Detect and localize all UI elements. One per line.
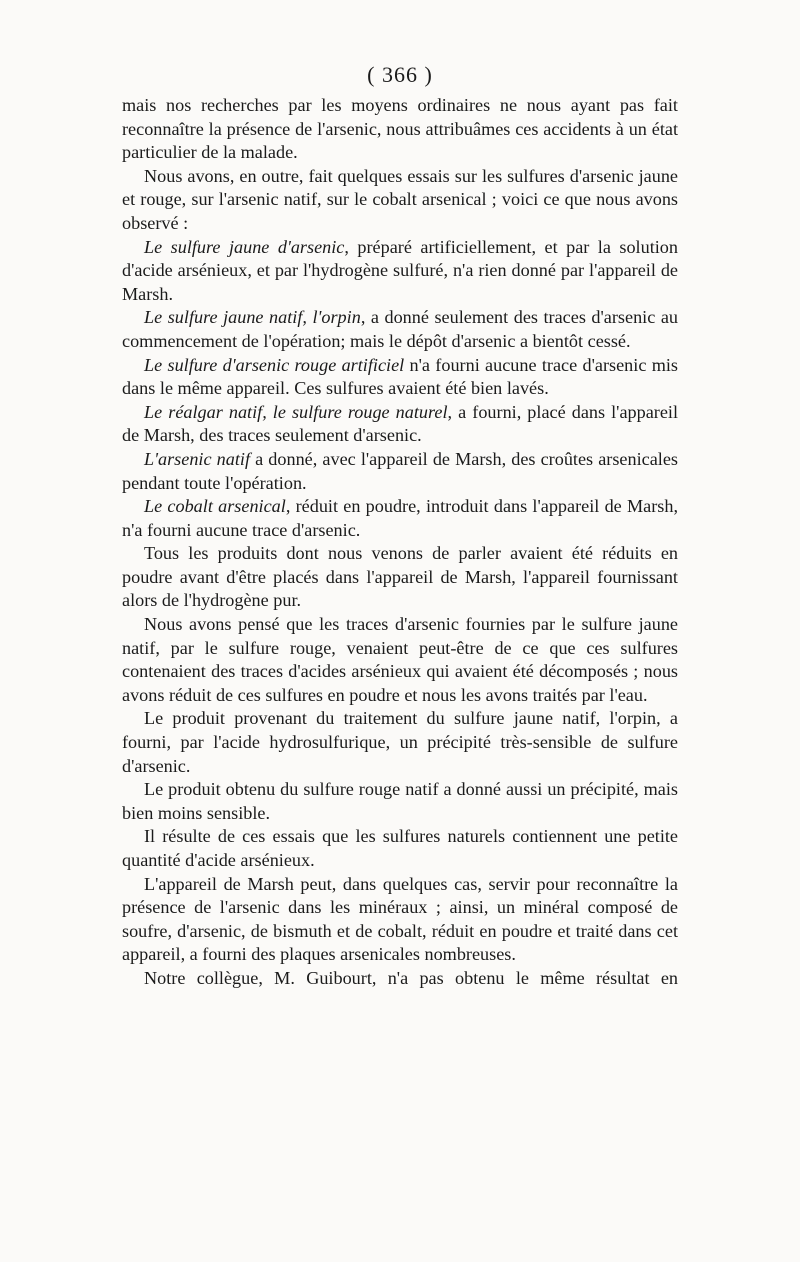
paragraph-text: L'appareil de Marsh peut, dans quelques cas, servir pour reconnaître la présence de l'arsenic dans les minéraux ; ainsi, un minéral composé de soufre, d'arsenic, de bismuth et de cobalt, réduit en poudre et traité dans cet appareil, a fourni des plaques arsenicales nombreuses. xyxy=(122,873,678,965)
paragraph xyxy=(122,495,678,542)
body-text xyxy=(122,94,678,991)
paragraph-text: Nous avons, en outre, fait quelques essais sur les sulfures d'arsenic jaune et rouge, sur l'arsenic natif, sur le cobalt arsenical ; voici ce que nous avons observé : xyxy=(122,165,678,233)
italic-text: Le sulfure d'arsenic rouge artificiel xyxy=(144,354,405,375)
paragraph xyxy=(122,401,678,448)
paragraph-text: Il résulte de ces essais que les sulfures naturels contiennent une petite quantité d'acide arsénieux. xyxy=(122,826,678,870)
paragraph xyxy=(122,354,678,401)
paragraph xyxy=(122,967,678,991)
paragraph-text: Le produit obtenu du sulfure rouge natif a donné aussi un précipité, mais bien moins sensible. xyxy=(122,779,678,823)
paragraph xyxy=(122,542,678,613)
paragraph xyxy=(122,448,678,495)
paragraph xyxy=(122,825,678,872)
paragraph-text: , préparé artificiellement, et par la solution d'acide arsénieux, et par l'hydrogène sulfuré, n'a rien donné par l'appareil de Marsh. xyxy=(122,236,678,304)
paragraph-text: , a donné seulement des traces d'arsenic au commencement de l'opération; mais le dépôt d'arsenic a bientôt cessé. xyxy=(122,307,678,351)
paragraph xyxy=(122,778,678,825)
italic-text: Le cobalt arsenical xyxy=(144,496,286,517)
italic-text: Le sulfure jaune d'arsenic xyxy=(144,236,345,257)
paragraph-text: Nous avons pensé que les traces d'arsenic fournies par le sulfure jaune natif, par le sulfure rouge, venaient peut-être de ce que ces sulfures contenaient des traces d'acides arsénieux qui avaient été décomposés ; nous avons réduit de ces sulfures en poudre et nous les avons traités par l'eau. xyxy=(122,614,678,705)
paragraph xyxy=(122,306,678,353)
paragraph-text: , a fourni, placé dans l'appareil de Marsh, des traces seulement d'arsenic. xyxy=(122,401,679,446)
paragraph xyxy=(122,613,678,707)
paragraph xyxy=(122,707,678,778)
paragraph-text: Tous les produits dont nous venons de parler avaient été réduits en poudre avant d'être placés dans l'appareil de Marsh, l'appareil fournissant alors de l'hydrogène pur. xyxy=(122,543,678,611)
italic-text: L'arsenic natif xyxy=(144,448,251,469)
paragraph xyxy=(122,165,678,236)
page-number: ( 366 ) xyxy=(367,62,433,87)
paragraph-text: , réduit en poudre, introduit dans l'appareil de Marsh, n'a fourni aucune trace d'arsenic. xyxy=(122,496,678,540)
paragraph-text: n'a fourni aucune trace d'arsenic mis dans le même appareil. Ces sulfures avaient été bien lavés. xyxy=(122,354,678,399)
paragraph-text: Notre collègue, M. Guibourt, n'a pas obtenu le même résultat en xyxy=(144,967,678,988)
paragraph-text: Le produit provenant du traitement du sulfure jaune natif, l'orpin, a fourni, par l'acide hydrosulfurique, un précipité très-sensible de sulfure d'arsenic. xyxy=(122,708,678,776)
italic-text: Le sulfure jaune natif, l'orpin xyxy=(144,307,361,328)
paragraph-text: a donné, avec l'appareil de Marsh, des croûtes arsenicales pendant toute l'opération. xyxy=(122,448,678,493)
paragraph xyxy=(122,94,678,165)
paragraph-text: mais nos recherches par les moyens ordinaires ne nous ayant pas fait reconnaître la présence de l'arsenic, nous attribuâmes ces accidents à un état particulier de la malade. xyxy=(122,95,678,163)
paragraph xyxy=(122,236,678,307)
paragraph xyxy=(122,873,678,967)
italic-text: Le réalgar natif, le sulfure rouge naturel xyxy=(144,401,448,422)
